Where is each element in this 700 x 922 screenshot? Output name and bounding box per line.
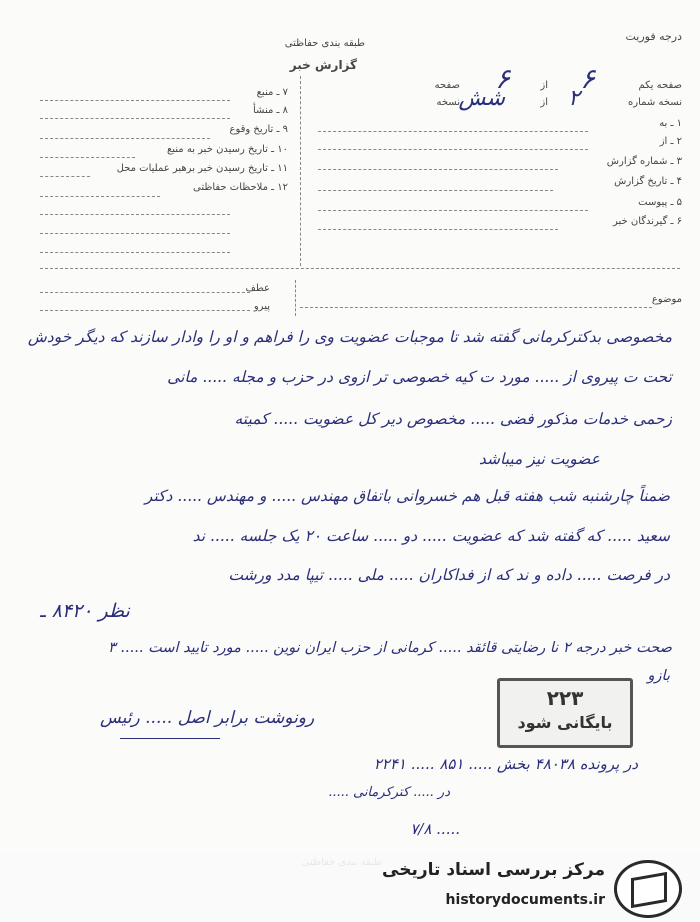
body-line: ضمناً چارشنبه شب هفته قبل هم خسروانی باتفاق مهندس ..... و مهندس ..... دکتر xyxy=(144,487,670,505)
archive-stamp xyxy=(497,678,633,748)
right-field: ۵ ـ پیوست xyxy=(638,197,682,208)
archive-note: در پرونده ۴۸۰۳۸ بخش ..... ۸۵۱ ..... ۲۲۴۱ xyxy=(373,755,638,773)
right-field: ۴ ـ تاریخ گزارش xyxy=(614,176,682,187)
copies-count: شش xyxy=(458,86,505,111)
opinion-line: بازو xyxy=(647,668,670,684)
opinion-line: صحت خبر درجه ۲ نا رضایتی قائقد ..... کرمانی از حزب ایران نوین ..... مورد تایید است ..... ۳ xyxy=(108,640,672,656)
initials: ..... ۷/۸ xyxy=(410,820,460,838)
from-word: از xyxy=(540,97,548,108)
stamp-number: ۲۲۳ xyxy=(546,686,584,710)
body-line: مخصوصی بدکترکرمانی گفته شد تا موجبات عضویت وی را فراهم و او را وادار سازند که دیگر خودش xyxy=(27,328,672,346)
reference-label: عطف xyxy=(245,283,270,294)
right-field: ۳ ـ شماره گزارش xyxy=(606,156,682,167)
page-number: ۶ xyxy=(579,62,595,95)
from-word: از xyxy=(540,80,548,91)
body-line: در فرصت ..... داده و ند که از فداکاران ..... ملی ..... تیپا مدد ورشت xyxy=(228,566,670,584)
left-field: ۱۰ ـ تاریخ رسیدن خبر به منبع xyxy=(166,144,288,155)
copy-number: ۲ xyxy=(568,86,580,111)
priority-label: درجه فوریت xyxy=(625,30,682,43)
left-field: ۹ ـ تاریخ وقوع xyxy=(229,124,288,135)
right-field: نسخه شماره xyxy=(628,97,682,108)
left-field: ۷ ـ منبع xyxy=(256,87,288,98)
page-word: صفحه xyxy=(434,80,460,91)
archive-logo-icon xyxy=(614,860,682,918)
left-field: ۱۱ ـ تاریخ رسیدن خبر برهبر عملیات محل xyxy=(116,163,288,174)
right-field: ۶ ـ گیرندگان خبر xyxy=(612,216,682,227)
body-line: عضویت نیز میباشد xyxy=(478,450,600,468)
archive-note: در ..... کترکرمانی ..... xyxy=(328,785,450,800)
body-line: تحت ت پیروی از ..... مورد ت کیه خصوصی تر ازوی در حزب و مجله ..... مانی xyxy=(167,368,672,386)
report-title: گزارش خبر xyxy=(289,58,357,72)
watermark-url: historydocuments.ir xyxy=(445,892,605,908)
right-field: ۲ ـ از xyxy=(659,136,682,147)
subject-label: موضوع xyxy=(651,294,682,305)
reference-number: نظر ۸۴۲۰ ـ xyxy=(40,600,130,622)
right-field: صفحه یکم xyxy=(638,80,682,91)
copy-word: نسخه xyxy=(436,97,460,108)
right-field: ۱ ـ به xyxy=(659,118,682,129)
signature: رونوشت برابر اصل ..... رئیس xyxy=(100,708,315,728)
body-line: زحمی خدمات مذکور فضی ..... مخصوص دیر کل عضویت ..... کمیته xyxy=(234,410,672,428)
watermark-brand: مرکز بررسی اسناد تاریخی xyxy=(382,860,605,880)
left-field: ۱۲ ـ ملاحظات حفاظتی xyxy=(193,182,288,193)
left-field: ۸ ـ منشأ xyxy=(252,105,288,116)
stamp-label: بایگانی شود xyxy=(517,713,613,732)
classification-top: طبقه بندی حفاظتی xyxy=(284,38,365,49)
followup-label: پیرو xyxy=(253,301,270,312)
body-line: سعید ..... که گفته شد که عضویت ..... دو ..... ساعت ۲۰ یک جلسه ..... ند xyxy=(192,527,670,545)
watermark-footer xyxy=(0,852,700,922)
total-pages: ۶ xyxy=(494,62,510,95)
